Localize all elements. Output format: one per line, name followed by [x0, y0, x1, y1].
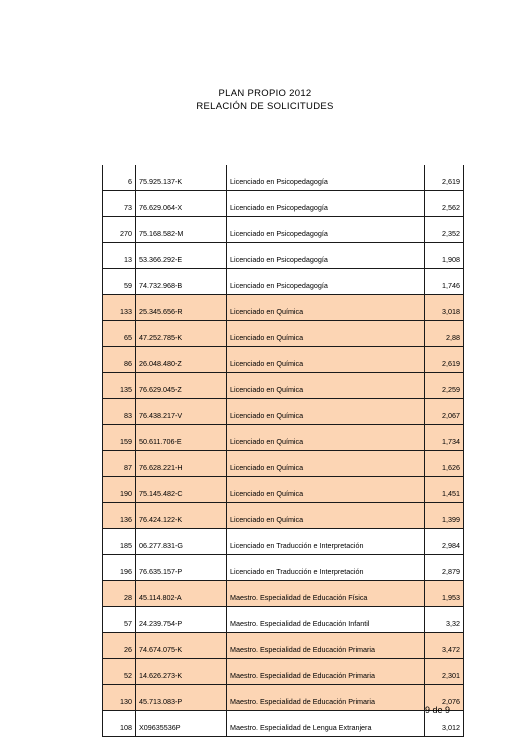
table-row [103, 555, 464, 581]
row-puntuacion: 1,734 [425, 425, 464, 451]
row-puntuacion: 2,88 [425, 321, 464, 347]
row-number: 136 [103, 503, 136, 529]
row-puntuacion: 3,472 [425, 633, 464, 659]
table-row [103, 243, 464, 269]
row-titulacion: Licenciado en Química [227, 451, 425, 477]
row-number: 270 [103, 217, 136, 243]
row-titulacion: Licenciado en Química [227, 425, 425, 451]
row-dni: 76.629.064-X [136, 191, 227, 217]
row-dni: 74.732.968-B [136, 269, 227, 295]
row-puntuacion: 2,984 [425, 529, 464, 555]
row-titulacion: Licenciado en Química [227, 477, 425, 503]
row-titulacion: Licenciado en Química [227, 503, 425, 529]
row-dni: 24.239.754-P [136, 607, 227, 633]
table-row [103, 425, 464, 451]
row-dni: 76.424.122-K [136, 503, 227, 529]
row-puntuacion: 1,908 [425, 243, 464, 269]
row-titulacion: Licenciado en Psicopedagogía [227, 243, 425, 269]
row-dni: 53.366.292-E [136, 243, 227, 269]
row-number: 65 [103, 321, 136, 347]
row-titulacion: Maestro. Especialidad de Educación Física [227, 581, 425, 607]
row-number: 190 [103, 477, 136, 503]
table-row [103, 321, 464, 347]
row-puntuacion: 3,012 [425, 711, 464, 737]
table-row [103, 373, 464, 399]
row-dni: 14.626.273-K [136, 659, 227, 685]
row-number: 87 [103, 451, 136, 477]
row-titulacion: Licenciado en Psicopedagogía [227, 165, 425, 191]
table-row [103, 399, 464, 425]
row-number: 196 [103, 555, 136, 581]
row-number: 130 [103, 685, 136, 711]
row-titulacion: Maestro. Especialidad de Lengua Extranjera [227, 711, 425, 737]
row-dni: X09635536P [136, 711, 227, 737]
row-titulacion: Maestro. Especialidad de Educación Primaria [227, 659, 425, 685]
row-number: 59 [103, 269, 136, 295]
row-puntuacion: 1,399 [425, 503, 464, 529]
row-dni: 26.048.480-Z [136, 347, 227, 373]
table-row [103, 659, 464, 685]
row-titulacion: Maestro. Especialidad de Educación Primaria [227, 685, 425, 711]
row-number: 13 [103, 243, 136, 269]
row-titulacion: Licenciado en Química [227, 399, 425, 425]
row-number: 135 [103, 373, 136, 399]
row-puntuacion: 1,953 [425, 581, 464, 607]
applications-table [102, 165, 464, 737]
row-number: 6 [103, 165, 136, 191]
table-row [103, 685, 464, 711]
row-number: 86 [103, 347, 136, 373]
row-number: 185 [103, 529, 136, 555]
row-dni: 47.252.785-K [136, 321, 227, 347]
table-row [103, 295, 464, 321]
table-row [103, 451, 464, 477]
row-dni: 50.611.706-E [136, 425, 227, 451]
row-titulacion: Licenciado en Psicopedagogía [227, 217, 425, 243]
page-indicator: 9 de 9 [425, 705, 451, 715]
table-row [103, 269, 464, 295]
document-title: PLAN PROPIO 2012 [218, 88, 312, 99]
row-dni: 25.345.656-R [136, 295, 227, 321]
document-subtitle: RELACIÓN DE SOLICITUDES [196, 101, 334, 112]
row-titulacion: Licenciado en Química [227, 373, 425, 399]
row-number: 28 [103, 581, 136, 607]
row-titulacion: Maestro. Especialidad de Educación Infantil [227, 607, 425, 633]
row-titulacion: Licenciado en Química [227, 321, 425, 347]
row-titulacion: Licenciado en Psicopedagogía [227, 191, 425, 217]
row-puntuacion: 2,562 [425, 191, 464, 217]
row-titulacion: Maestro. Especialidad de Educación Primaria [227, 633, 425, 659]
row-dni: 76.629.045-Z [136, 373, 227, 399]
row-puntuacion: 2,352 [425, 217, 464, 243]
row-puntuacion: 2,301 [425, 659, 464, 685]
row-puntuacion: 1,626 [425, 451, 464, 477]
row-dni: 75.168.582-M [136, 217, 227, 243]
row-number: 52 [103, 659, 136, 685]
row-number: 57 [103, 607, 136, 633]
row-dni: 74.674.075-K [136, 633, 227, 659]
row-titulacion: Licenciado en Traducción e Interpretación [227, 529, 425, 555]
table-row [103, 529, 464, 555]
row-puntuacion: 2,259 [425, 373, 464, 399]
row-titulacion: Licenciado en Psicopedagogía [227, 269, 425, 295]
table-row [103, 191, 464, 217]
row-dni: 75.925.137-K [136, 165, 227, 191]
row-puntuacion: 2,067 [425, 399, 464, 425]
row-puntuacion: 2,076 [425, 685, 464, 711]
row-dni: 76.628.221-H [136, 451, 227, 477]
row-titulacion: Licenciado en Química [227, 295, 425, 321]
row-puntuacion: 3,32 [425, 607, 464, 633]
table-row [103, 347, 464, 373]
row-dni: 76.438.217-V [136, 399, 227, 425]
row-dni: 76.635.157-P [136, 555, 227, 581]
row-dni: 45.114.802-A [136, 581, 227, 607]
applications-table-body [103, 165, 464, 737]
row-titulacion: Licenciado en Traducción e Interpretación [227, 555, 425, 581]
row-puntuacion: 1,746 [425, 269, 464, 295]
row-puntuacion: 2,619 [425, 165, 464, 191]
row-puntuacion: 3,018 [425, 295, 464, 321]
row-puntuacion: 2,879 [425, 555, 464, 581]
table-row [103, 503, 464, 529]
row-number: 26 [103, 633, 136, 659]
table-row [103, 711, 464, 737]
row-number: 159 [103, 425, 136, 451]
row-number: 133 [103, 295, 136, 321]
row-puntuacion: 1,451 [425, 477, 464, 503]
row-dni: 06.277.831-G [136, 529, 227, 555]
table-row [103, 477, 464, 503]
table-row [103, 217, 464, 243]
table-row [103, 633, 464, 659]
row-number: 73 [103, 191, 136, 217]
row-dni: 75.145.482-C [136, 477, 227, 503]
row-puntuacion: 2,619 [425, 347, 464, 373]
table-row [103, 165, 464, 191]
row-titulacion: Licenciado en Química [227, 347, 425, 373]
row-dni: 45.713.083-P [136, 685, 227, 711]
row-number: 83 [103, 399, 136, 425]
row-number: 108 [103, 711, 136, 737]
table-row [103, 581, 464, 607]
table-row [103, 607, 464, 633]
